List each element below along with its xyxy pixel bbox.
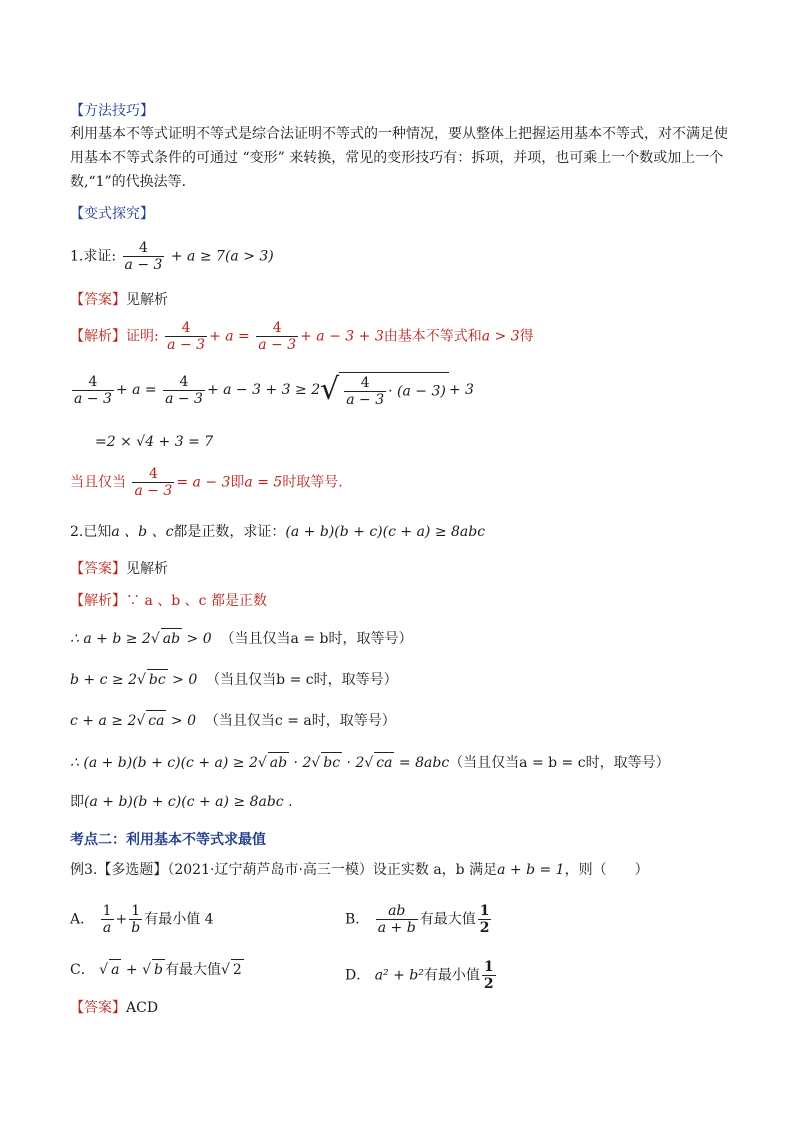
- option-b-label: B．: [345, 911, 370, 928]
- option-b: B． $\frac{ab}{a + b}$ 有最大值 $\frac{1}{2}$: [345, 903, 490, 936]
- sqrt-symbol: √: [320, 372, 340, 407]
- q2-analysis-label: 【解析】: [70, 593, 126, 609]
- q2-vars: a 、b 、c: [111, 524, 174, 540]
- q1-analysis-line1: 【解析】证明: $\frac{4}{a - 3}$ + a = $\frac{4}{a - 3}$ + a − 3 + 3由基本不等式和a > 3得: [70, 320, 534, 353]
- q1-answer-label: 【答案】: [70, 292, 126, 308]
- frac-4-over-a-3: $\frac{4}{a - 3}$: [165, 373, 203, 407]
- q2-step2: b + c ≥ 2√ bc > 0 （当且仅当b = c时，取等号）: [70, 669, 398, 690]
- point2-heading: 考点二：利用基本不等式求最值: [70, 832, 266, 848]
- ex3-stem: [70, 860, 649, 880]
- frac-4-over-a-3: $\frac{4}{a - 3}$: [134, 466, 173, 499]
- option-c-label: C．: [70, 962, 95, 978]
- option-b-text: 有最大值: [419, 911, 476, 928]
- option-c: C． √ a + √ b 有最大值√ 2: [70, 959, 244, 980]
- q1-equality-prefix: 当且仅当: [70, 474, 126, 491]
- frac-4-over-a-3: $\frac{4}{a - 3}$: [167, 320, 206, 353]
- q1-equality-line: 当且仅当 $\frac{4}{a - 3}$ = a − 3即a = 5时取等号.: [70, 466, 343, 499]
- q2-since: ∵ a 、b 、c 都是正数: [126, 593, 267, 609]
- q1-answer-line: [70, 290, 168, 310]
- frac-4-over-a-3: $\frac{4}{a - 3}$: [74, 373, 112, 407]
- q2-step4: ∴ (a + b)(b + c)(c + a) ≥ 2√ ab · 2√ bc · 2√ ca = 8abc（当且仅当a = b = c时，取等号）: [70, 752, 670, 773]
- ex3-stem-eq: a + b = 1: [497, 862, 565, 878]
- option-a-label: A．: [70, 911, 95, 928]
- q2-analysis-line: [70, 591, 267, 611]
- q2-step3: c + a ≥ 2√ ca > 0 （当且仅当c = a时，取等号）: [70, 710, 396, 731]
- q2-final-prefix: 即: [70, 794, 84, 810]
- q2-cond2: （当且仅当b = c时，取等号）: [206, 672, 398, 688]
- ex3-answer: ACD: [126, 1000, 159, 1016]
- q2-answer-line: [70, 559, 168, 579]
- q1-de: 得: [519, 328, 534, 345]
- option-d-label: D．: [345, 967, 371, 984]
- q1-by-text: 由基本不等式和: [383, 328, 482, 345]
- sqrt-radicand: $\frac{4}{a - 3}$ · (a − 3): [339, 372, 449, 408]
- q2-goal: (a + b)(b + c)(c + a) ≥ 8abc: [285, 524, 486, 540]
- option-c-text: 有最大值: [164, 962, 221, 978]
- q2-middle: 都是正数，求证：: [173, 524, 286, 540]
- q2-answer: 见解析: [126, 561, 168, 577]
- ex3-answer-label: 【答案】: [70, 1000, 126, 1016]
- variation-heading: 【变式探究】: [70, 206, 154, 222]
- q2-final: 即(a + b)(b + c)(c + a) ≥ 8abc .: [70, 794, 293, 810]
- q2-cond1: （当且仅当a = b时，取等号）: [220, 631, 413, 647]
- q1-equality-suffix: 时取等号.: [282, 474, 343, 491]
- q2-cond4: （当且仅当a = b = c时，取等号）: [449, 755, 670, 771]
- q1-analysis-line2: $\frac{4}{a - 3}$ + a = $\frac{4}{a - 3}$ + a − 3 + 3 ≥ 2√ $\frac{4}{a - 3}$ · (a − 3) + 3: [74, 372, 474, 408]
- ex3-stem-end: ，则（ ）: [564, 862, 649, 878]
- option-a: A． $\frac{1}{a}$ + $\frac{1}{b}$ 有最小值 4: [70, 903, 214, 936]
- q2-answer-label: 【答案】: [70, 561, 126, 577]
- q2-prefix: 2.已知: [70, 524, 112, 540]
- q1-inequality: + a ≥ 7(a > 3): [170, 248, 274, 265]
- q1-statement: [70, 240, 274, 273]
- q2-statement: [70, 522, 485, 542]
- q2-cond3: （当且仅当c = a时，取等号）: [204, 713, 396, 729]
- option-d-text: 有最小值: [423, 967, 480, 984]
- q1-prefix: 1.求证:: [70, 248, 117, 265]
- method-body: 利用基本不等式证明不等式是综合法证明不等式的一种情况，要从整体上把握运用基本不等式，对不满足使用基本不等式条件的可通过 “变形” 来转换，常见的变形技巧有：拆项，并项，也可乘上一个数或加上一个数,“1”的代换法等．: [70, 126, 728, 190]
- q1-analysis-label: 【解析】: [70, 328, 126, 345]
- q1-proof-word: 证明:: [126, 328, 159, 345]
- q1-analysis-line3: =2 × √4 + 3 = 7: [95, 434, 214, 450]
- option-a-text: 有最小值 4: [144, 911, 214, 928]
- ex3-prefix: 例3.【多选题】: [70, 862, 168, 878]
- ex3-source: （2021·辽宁葫芦岛市·高三一模）: [167, 862, 373, 878]
- ex3-stem-text: 设正实数 a，b 满足: [372, 862, 498, 878]
- q2-step1: ∴ a + b ≥ 2√ ab > 0 （当且仅当a = b时，取等号）: [70, 628, 412, 649]
- q1-answer: 见解析: [126, 292, 168, 308]
- method-heading: 【方法技巧】: [70, 103, 154, 119]
- frac-4-over-a-3: $\frac{4}{a - 3}$: [124, 240, 163, 273]
- ex3-answer-line: [70, 998, 158, 1018]
- frac-4-over-a-3: $\frac{4}{a - 3}$: [258, 320, 297, 353]
- option-d: D． a² + b²有最小值 $\frac{1}{2}$: [345, 959, 494, 992]
- q1-ji: 即: [230, 474, 245, 491]
